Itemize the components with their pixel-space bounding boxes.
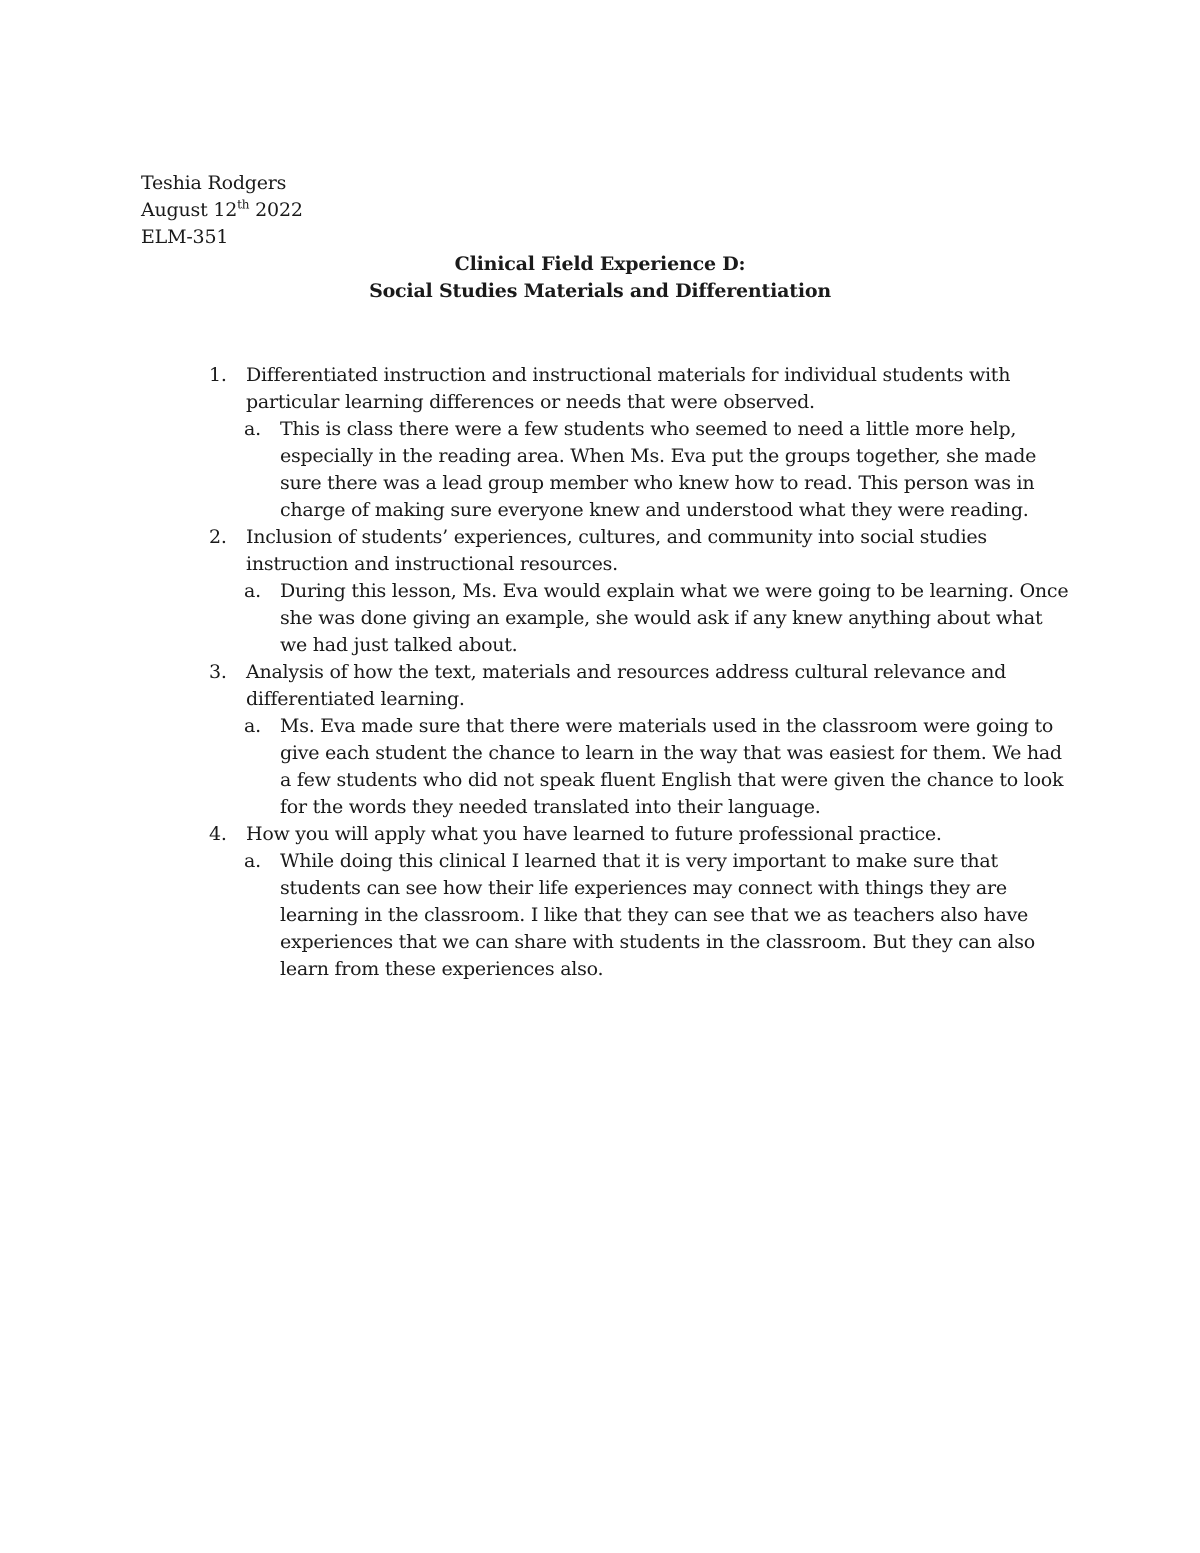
course-code: ELM-351: [141, 226, 229, 248]
list-item-text: How you will apply what you have learned to future professional practice.: [246, 823, 942, 845]
list-item-number: 2.: [209, 526, 227, 548]
date-superscript: th: [237, 197, 250, 212]
list-item: [209, 821, 1069, 848]
sub-list-item-letter: a.: [244, 850, 261, 872]
sub-list-item-text: While doing this clinical I learned that it is very important to make sure that students can see how their life experiences may connect with things they are learning in the classroom. I like that they can see that we as teachers also have experiences that we can share with students in the classroom. But they can also learn from these experiences also.: [280, 850, 1035, 980]
numbered-list: [209, 362, 1069, 983]
sub-list-item-letter: a.: [244, 580, 261, 602]
sub-list-item-text: Ms. Eva made sure that there were materials used in the classroom were going to give each student the chance to learn in the way that was easiest for them. We had a few students who did not speak fluent English that were given the chance to look for the words they needed translated into their language.: [280, 715, 1064, 818]
sub-list-item-text: This is class there were a few students who seemed to need a little more help, especially in the reading area. When Ms. Eva put the groups together, she made sure there was a lead group member who knew how to read. This person was in charge of making sure everyone knew and understood what they were reading.: [280, 418, 1037, 521]
header-block: [141, 170, 303, 251]
list-item-number: 3.: [209, 661, 227, 683]
list-item-text: Differentiated instruction and instructional materials for individual students with particular learning differences or needs that were observed.: [246, 364, 1011, 413]
sub-list-item-letter: a.: [244, 715, 261, 737]
date-suffix: 2022: [249, 199, 303, 221]
date-prefix: August 12: [141, 199, 238, 221]
sub-list-item-letter: a.: [244, 418, 261, 440]
list-item: [209, 362, 1069, 416]
title-line-1: Clinical Field Experience D:: [454, 253, 746, 275]
list-item: [209, 659, 1069, 713]
sub-list-item: [209, 416, 1069, 524]
sub-list-item: [209, 713, 1069, 821]
document-date: [141, 197, 303, 224]
list-item-text: Inclusion of students’ experiences, cultures, and community into social studies instruction and instructional resources.: [246, 526, 987, 575]
title-line-2: Social Studies Materials and Differentiation: [369, 280, 831, 302]
list-item-text: Analysis of how the text, materials and resources address cultural relevance and differentiated learning.: [246, 661, 1006, 710]
sub-list-item: [209, 848, 1069, 983]
sub-list-item: [209, 578, 1069, 659]
list-item: [209, 524, 1069, 578]
list-item-number: 1.: [209, 364, 227, 386]
author-name: Teshia Rodgers: [141, 172, 287, 194]
list-item-number: 4.: [209, 823, 227, 845]
document-title: [0, 251, 1200, 305]
sub-list-item-text: During this lesson, Ms. Eva would explain what we were going to be learning. Once she was done giving an example, she would ask if any knew anything about what we had just talked about.: [280, 580, 1069, 656]
